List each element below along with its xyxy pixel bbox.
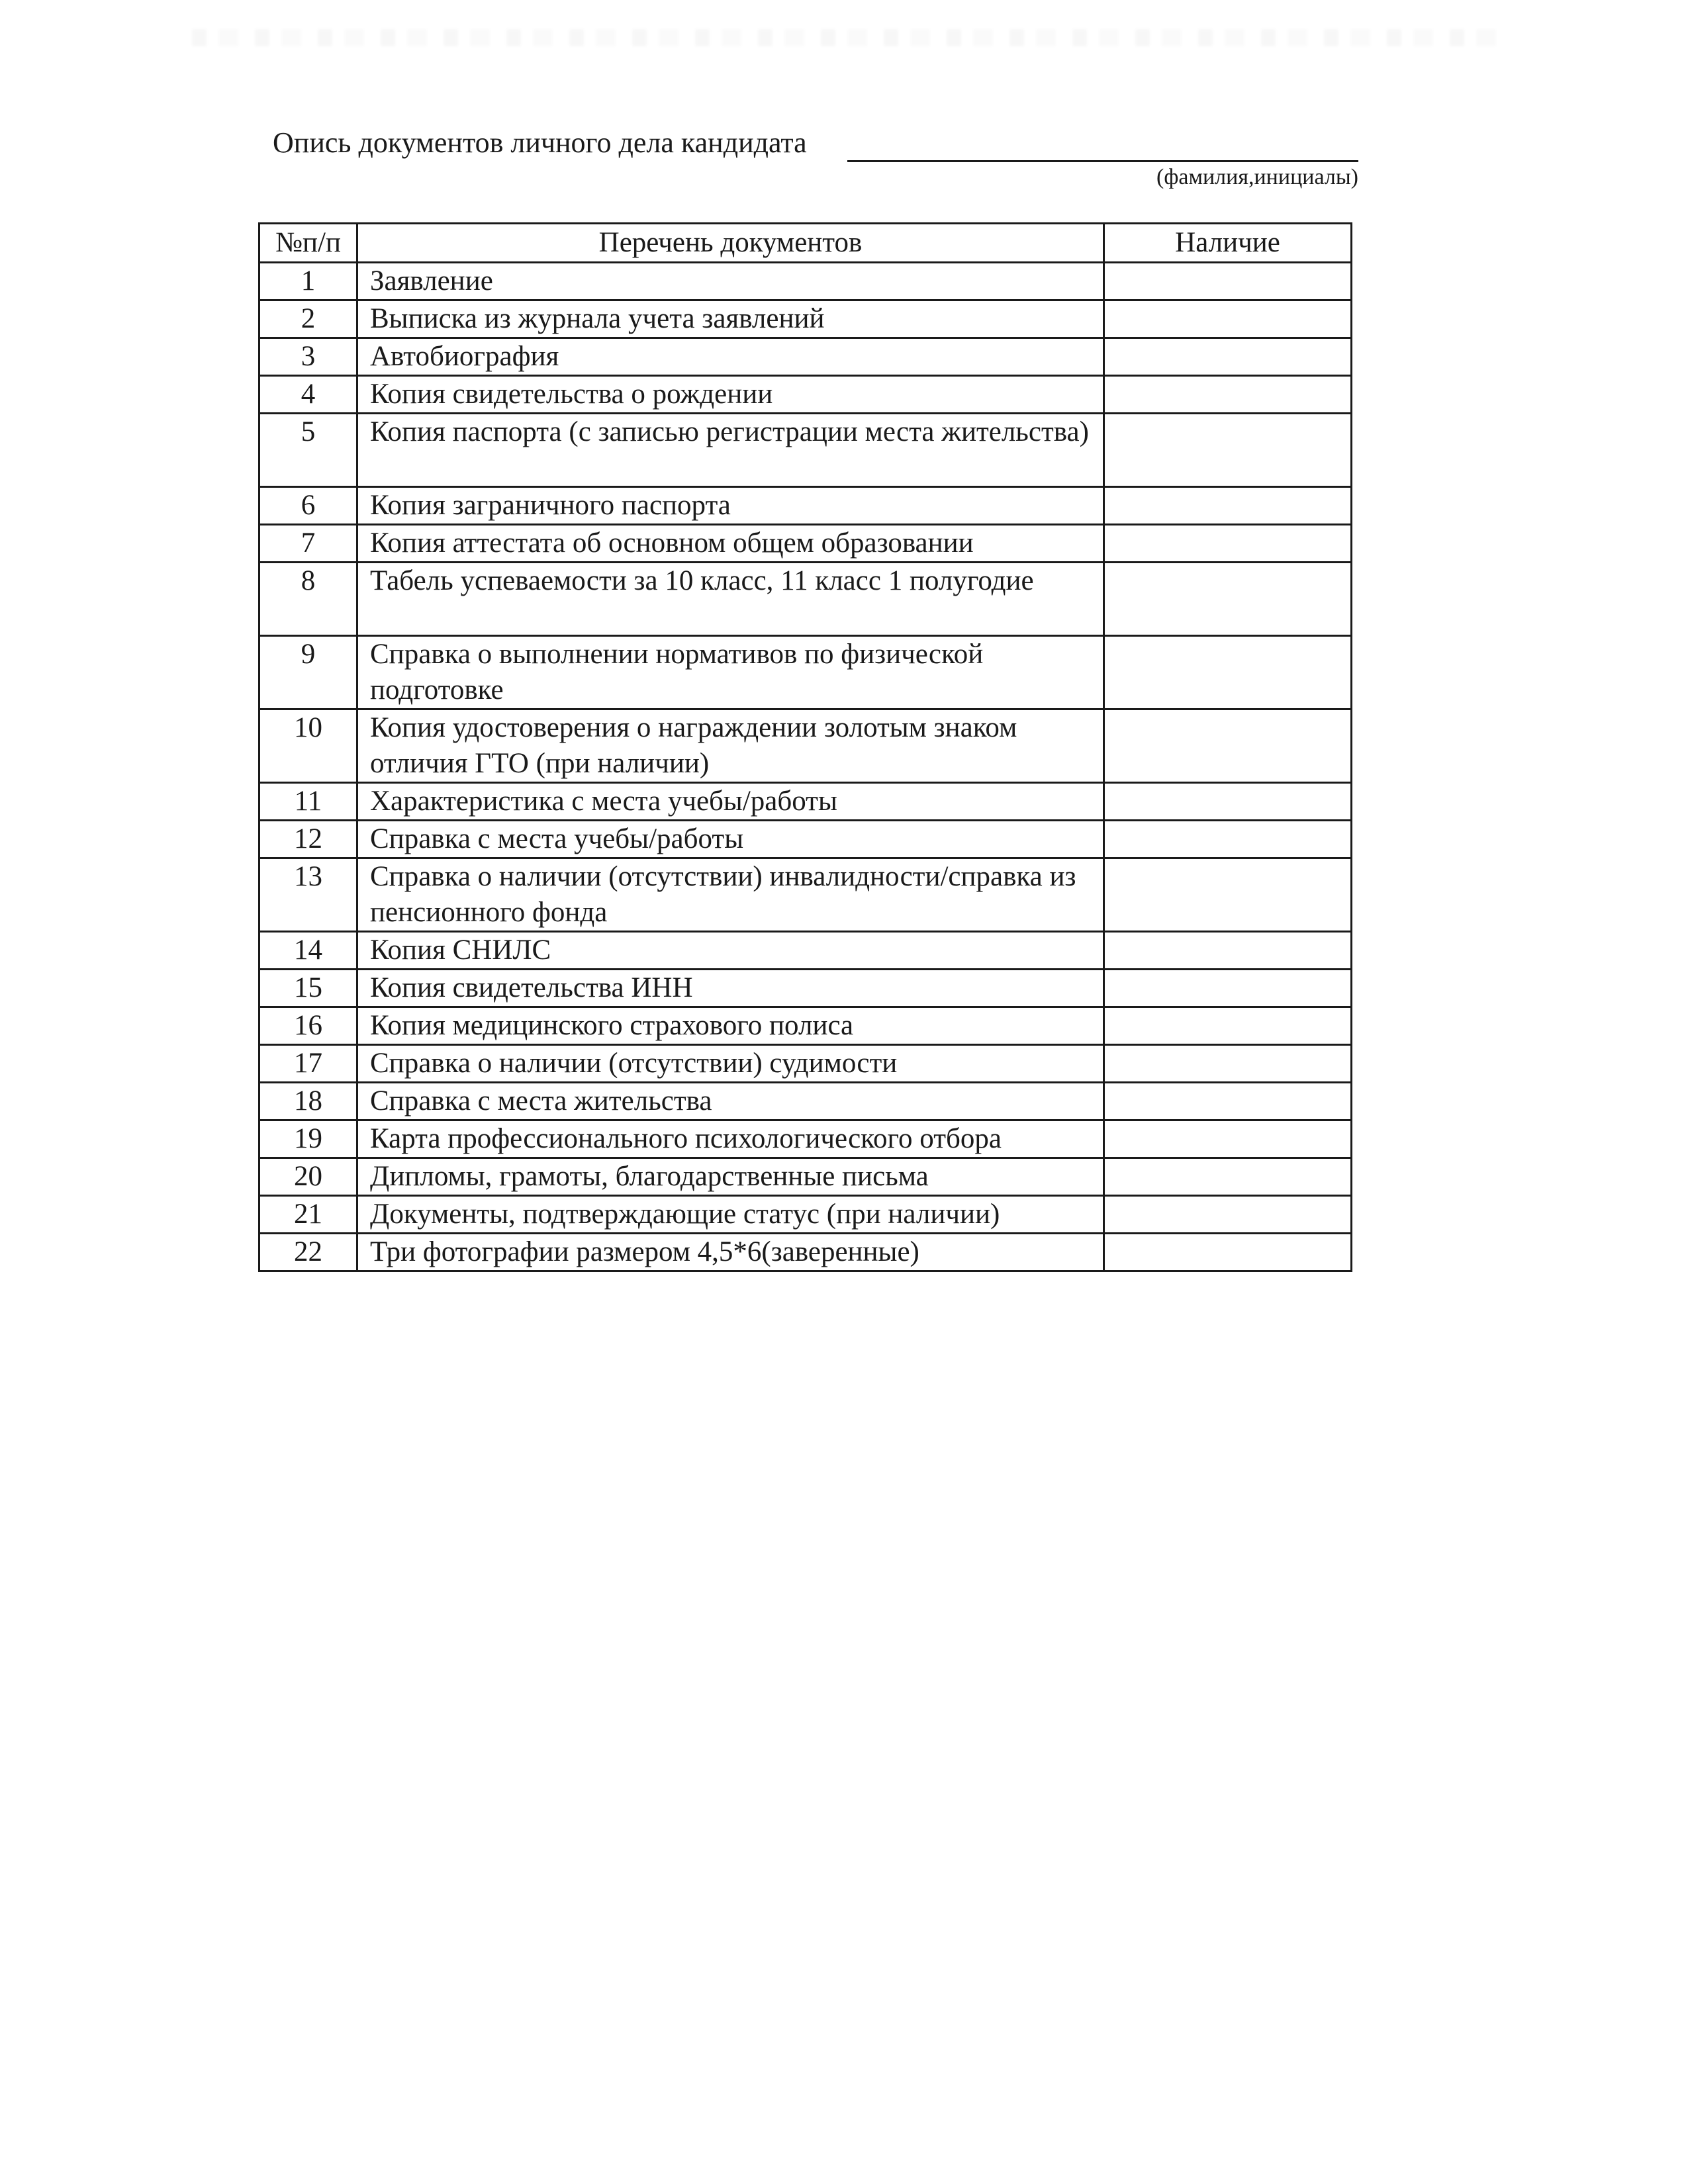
document-name: Автобиография bbox=[357, 338, 1104, 376]
row-number: 17 bbox=[259, 1045, 357, 1083]
document-name: Характеристика с места учебы/работы bbox=[357, 783, 1104, 821]
row-number: 7 bbox=[259, 525, 357, 563]
document-name: Копия медицинского страхового полиса bbox=[357, 1007, 1104, 1045]
table-row bbox=[259, 1120, 1352, 1158]
row-number: 16 bbox=[259, 1007, 357, 1045]
presence-cell[interactable] bbox=[1104, 821, 1352, 858]
table-row bbox=[259, 263, 1352, 300]
table-row bbox=[259, 1158, 1352, 1196]
document-name: Справка о наличии (отсутствии) судимости bbox=[357, 1045, 1104, 1083]
presence-cell[interactable] bbox=[1104, 1234, 1352, 1271]
document-name: Копия удостоверения о награждении золотым знаком отличия ГТО (при наличии) bbox=[357, 709, 1104, 783]
presence-cell[interactable] bbox=[1104, 1158, 1352, 1196]
presence-cell[interactable] bbox=[1104, 1007, 1352, 1045]
row-number: 18 bbox=[259, 1083, 357, 1120]
row-number: 20 bbox=[259, 1158, 357, 1196]
table-row bbox=[259, 563, 1352, 636]
presence-cell[interactable] bbox=[1104, 858, 1352, 932]
document-name: Заявление bbox=[357, 263, 1104, 300]
documents-table bbox=[258, 222, 1352, 1272]
table-row bbox=[259, 338, 1352, 376]
header-number: №п/п bbox=[259, 224, 357, 263]
table-row bbox=[259, 970, 1352, 1007]
document-name: Три фотографии размером 4,5*6(заверенные) bbox=[357, 1234, 1104, 1271]
presence-cell[interactable] bbox=[1104, 300, 1352, 338]
row-number: 2 bbox=[259, 300, 357, 338]
row-number: 14 bbox=[259, 932, 357, 970]
row-number: 22 bbox=[259, 1234, 357, 1271]
candidate-name-line[interactable] bbox=[847, 160, 1358, 162]
presence-cell[interactable] bbox=[1104, 263, 1352, 300]
table-row bbox=[259, 858, 1352, 932]
row-number: 4 bbox=[259, 376, 357, 414]
table-row bbox=[259, 414, 1352, 487]
row-number: 5 bbox=[259, 414, 357, 487]
document-name: Справка о выполнении нормативов по физической подготовке bbox=[357, 636, 1104, 709]
row-number: 21 bbox=[259, 1196, 357, 1234]
row-number: 11 bbox=[259, 783, 357, 821]
document-name: Справка с места учебы/работы bbox=[357, 821, 1104, 858]
header-documents: Перечень документов bbox=[357, 224, 1104, 263]
document-name: Табель успеваемости за 10 класс, 11 класс 1 полугодие bbox=[357, 563, 1104, 636]
presence-cell[interactable] bbox=[1104, 1120, 1352, 1158]
document-name: Копия паспорта (с записью регистрации места жительства) bbox=[357, 414, 1104, 487]
document-name: Выписка из журнала учета заявлений bbox=[357, 300, 1104, 338]
table-row bbox=[259, 1083, 1352, 1120]
table-row bbox=[259, 821, 1352, 858]
presence-cell[interactable] bbox=[1104, 932, 1352, 970]
document-name: Справка о наличии (отсутствии) инвалидности/справка из пенсионного фонда bbox=[357, 858, 1104, 932]
presence-cell[interactable] bbox=[1104, 487, 1352, 525]
document-name: Справка с места жительства bbox=[357, 1083, 1104, 1120]
document-name: Копия свидетельства о рождении bbox=[357, 376, 1104, 414]
document-name: Копия аттестата об основном общем образовании bbox=[357, 525, 1104, 563]
table-row bbox=[259, 636, 1352, 709]
row-number: 15 bbox=[259, 970, 357, 1007]
row-number: 10 bbox=[259, 709, 357, 783]
table-row bbox=[259, 300, 1352, 338]
row-number: 19 bbox=[259, 1120, 357, 1158]
table-header-row bbox=[259, 224, 1352, 263]
table-row bbox=[259, 1045, 1352, 1083]
presence-cell[interactable] bbox=[1104, 970, 1352, 1007]
table-row bbox=[259, 487, 1352, 525]
table-row bbox=[259, 783, 1352, 821]
table-body bbox=[259, 263, 1352, 1271]
row-number: 1 bbox=[259, 263, 357, 300]
document-name: Дипломы, грамоты, благодарственные письма bbox=[357, 1158, 1104, 1196]
row-number: 9 bbox=[259, 636, 357, 709]
presence-cell[interactable] bbox=[1104, 783, 1352, 821]
table-row bbox=[259, 709, 1352, 783]
document-name: Документы, подтверждающие статус (при наличии) bbox=[357, 1196, 1104, 1234]
table-row bbox=[259, 376, 1352, 414]
document-name: Копия заграничного паспорта bbox=[357, 487, 1104, 525]
document-title: Опись документов личного дела кандидата bbox=[273, 126, 807, 159]
name-caption: (фамилия,инициалы) bbox=[1156, 165, 1358, 189]
presence-cell[interactable] bbox=[1104, 414, 1352, 487]
row-number: 12 bbox=[259, 821, 357, 858]
row-number: 13 bbox=[259, 858, 357, 932]
document-name: Копия свидетельства ИНН bbox=[357, 970, 1104, 1007]
row-number: 8 bbox=[259, 563, 357, 636]
header-presence: Наличие bbox=[1104, 224, 1352, 263]
document-name: Карта профессионального психологического отбора bbox=[357, 1120, 1104, 1158]
presence-cell[interactable] bbox=[1104, 563, 1352, 636]
presence-cell[interactable] bbox=[1104, 1045, 1352, 1083]
row-number: 6 bbox=[259, 487, 357, 525]
table-row bbox=[259, 1196, 1352, 1234]
row-number: 3 bbox=[259, 338, 357, 376]
scan-noise bbox=[192, 29, 1509, 46]
presence-cell[interactable] bbox=[1104, 525, 1352, 563]
document-name: Копия СНИЛС bbox=[357, 932, 1104, 970]
table-row bbox=[259, 1234, 1352, 1271]
presence-cell[interactable] bbox=[1104, 376, 1352, 414]
table-row bbox=[259, 932, 1352, 970]
presence-cell[interactable] bbox=[1104, 636, 1352, 709]
presence-cell[interactable] bbox=[1104, 709, 1352, 783]
table-row bbox=[259, 1007, 1352, 1045]
presence-cell[interactable] bbox=[1104, 338, 1352, 376]
presence-cell[interactable] bbox=[1104, 1083, 1352, 1120]
table-row bbox=[259, 525, 1352, 563]
presence-cell[interactable] bbox=[1104, 1196, 1352, 1234]
